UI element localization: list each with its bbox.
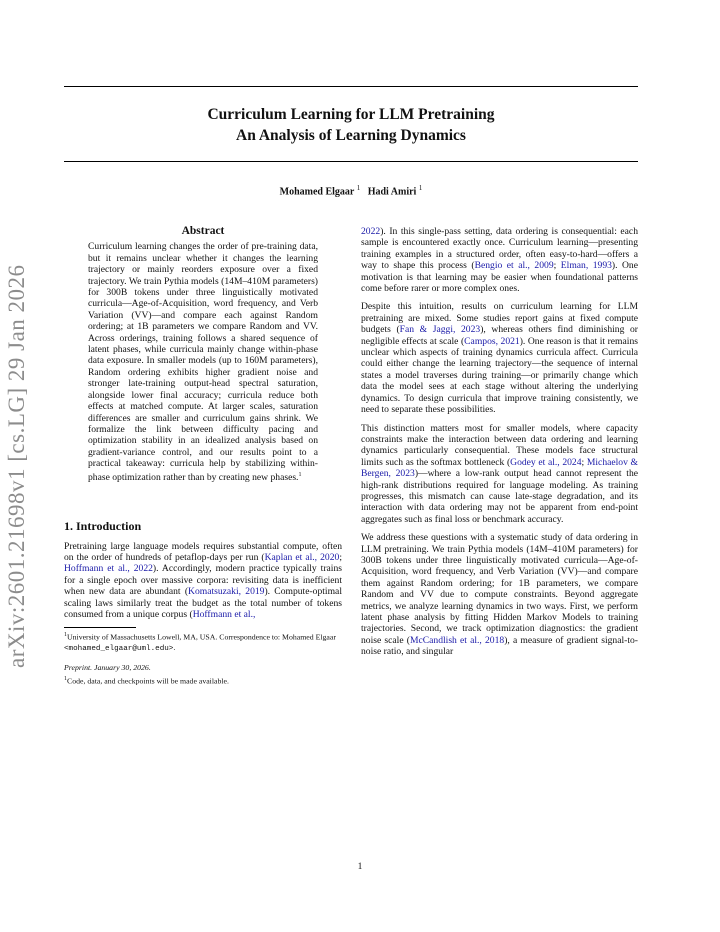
code-footnote [64,675,342,686]
author-name: Hadi Amiri [367,186,417,198]
intro-paragraph-3 [361,423,638,526]
paragraph-text: We address these questions with a systematic study of data ordering in LLM pretraining. We train Pythia models (14M–410M parameters) for 300B tokens under three linguistically motivated curricula—Age-of-Acquisition, word frequency, and Verb Variation (VV)—and compare them against Random ordering; for 1B parameters, we compare Random and VV due to compute constraints. Beyond aggregate metrics, we analyze learning dynamics in two ways. First, we perform latent phase analysis by fitting Hidden Markov Models to training trajectories. Second, we track optimization diagnostics: the gradient noise scale ( [361,532,638,646]
intro-paragraph-1-continued [361,226,638,294]
footnote-mark: 1 [64,675,67,682]
abstract-footnote-mark[interactable]: 1 [298,471,302,478]
title-rule-top [64,86,638,87]
footnote-text: University of Massachusetts Lowell, MA, USA. Correspondence to: Mohamed Elgaar [67,632,336,642]
intro-paragraph-2 [361,301,638,415]
author-affiliation-mark: 1 [356,184,361,192]
author-list [64,184,638,197]
right-column [361,226,638,665]
citation-link[interactable]: Kaplan et al., 2020 [264,551,340,563]
paragraph-text: ; [581,456,587,468]
author-affiliation-mark: 1 [418,184,423,192]
citation-link[interactable]: Elman, 1993 [560,260,612,272]
paragraph-text: ; [553,260,561,272]
footnote-mark: 1 [64,632,67,639]
title-line-1: Curriculum Learning for LLM Pretraining [207,106,495,123]
citation-link[interactable]: Fan & Jaggi, 2023 [399,324,481,336]
paragraph-text: ; [339,551,342,563]
author-name: Mohamed Elgaar [279,186,355,198]
paragraph-text: ). One reason is that it remains unclear which aspects of training dynamics curricula affect. Curricula could either change the learning trajectory—the sequence of internal states a model traverses during training—or primarily change which data the model sees at each stage without altering the underlying dynamics. To design curricula that improve training consistently, we need to separate these possibilities. [361,335,638,416]
citation-link[interactable]: Hoffmann et al., 2022 [64,563,153,575]
paragraph-text: ). Accordingly, modern practice typically trains for a single epoch over massive corpora: revisiting data is inefficient when new data are abundant ( [64,563,342,598]
paragraph-text: ), whereas others find diminishing or negligible effects at scale ( [361,324,638,347]
citation-link[interactable]: McCandlish et al., 2018 [409,634,505,646]
footnote-text: Code, data, and checkpoints will be made available. [67,676,229,686]
citation-link[interactable]: 2022 [361,226,381,237]
citation-link[interactable]: Bengio et al., 2009 [474,260,554,272]
paragraph-text: Despite this intuition, results on curriculum learning for LLM pretraining are mixed. Some studies report gains at fixed compute budgets ( [361,301,638,336]
paragraph-text: Pretraining large language models requires substantial compute, often on the order of hundreds of petaflop-days per run ( [64,540,342,563]
section-heading-introduction: 1. Introduction [64,519,142,534]
page-number: 1 [357,862,363,872]
citation-link[interactable]: Hoffmann et al., [192,608,256,620]
intro-paragraph-4 [361,532,638,657]
intro-paragraph-1 [64,541,342,621]
affiliation-footnote [64,631,342,654]
footnote-text: . [173,642,176,652]
paragraph-text: ), a measure of gradient signal-to-noise ratio, and singular [361,634,639,658]
abstract-heading: Abstract [181,225,225,237]
paper-title [64,104,638,146]
preprint-date: Preprint. January 30, 2026. [64,663,151,673]
title-line-2: An Analysis of Learning Dynamics [236,127,466,144]
citation-link[interactable]: Godey et al., 2024 [510,456,582,468]
paragraph-text: ). Compute-optimal scaling laws similarly treat the budget as the total number of tokens consumed from a unique corpus ( [64,586,342,620]
paragraph-text: This distinction matters most for smaller models, where capacity constraints make the interaction between data ordering and learning dynamics particularly consequential. These models face structural limits such as the softmax bottleneck ( [361,422,638,468]
paragraph-text: ). In this single-pass setting, data ordering is consequential: each sample is encountered exactly once. Curriculum learning—presenting training examples in a structured order, often easy-to-hard—offers a way to shape this process ( [361,226,638,272]
left-column [64,226,342,689]
arxiv-identifier-stamp: arXiv:2601.21698v1 [cs.LG] 29 Jan 2026 [4,264,29,668]
author-email[interactable]: <mohamed_elgaar@uml.edu> [64,644,174,653]
paragraph-text: )—where a low-rank output head cannot represent the high-rank distributions required for language modeling. As training progresses, this mismatch can cause late-stage degradation, and its interaction with data ordering may not be apparent from end-point aggregates such as final loss or benchmark accuracy. [361,468,638,525]
title-rule-bottom [64,161,638,162]
abstract-text: Curriculum learning changes the order of pre-training data, but it remains unclear whether it changes the learning trajectory or mainly reorders exposure over a fixed trajectory. We train Pythia models (14M–410M parameters) for 300B tokens under three linguistically motivated curricula—Age-of-Acquisition, word frequency, and Verb Variation (VV)—and compare each against Random ordering; at 1B parameters we compare Random and VV. Across orderings, training follows a shared sequence of latent phases, while curricula mainly change within-phase data exposure. In smaller models (up to 160M parameters), Random ordering exhibits higher gradient noise and stronger late-training output-head spectral saturation, alongside lower final accuracy; curricula reduce both effects at matched compute. At larger scales, saturation differences are smaller and curriculum gains shrink. We formalize the link between difficulty pacing and optimization stability in an idealized analysis based on gradient-variance control, and our results point to a practical takeaway: curricula help by stabilizing within-phase optimization rather than by creating new phases. [88,241,318,483]
abstract-body [88,241,318,483]
footnote-divider [64,627,136,628]
citation-link[interactable]: Komatsuzaki, 2019 [188,586,265,598]
paragraph-text: ). One motivation is that learning may be easier when foundational patterns come before rarer or more complex ones. [361,260,638,295]
citation-link[interactable]: Campos, 2021 [464,335,520,347]
citation-link[interactable]: Michaelov & Bergen, 2023 [361,456,639,480]
